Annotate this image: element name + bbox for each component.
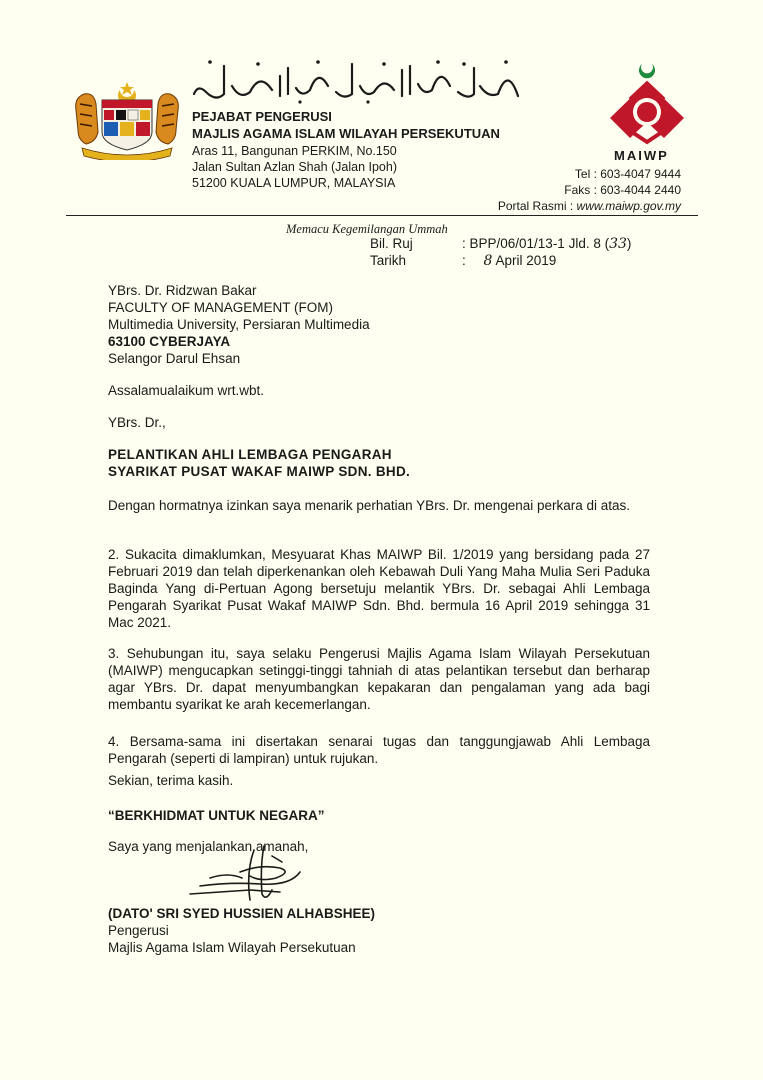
ref-close: ) xyxy=(626,236,632,251)
fax: Faks : 603-4044 2440 xyxy=(564,183,681,197)
ref-handwritten-number: 33 xyxy=(609,236,627,252)
date-month-year: April 2019 xyxy=(495,253,557,268)
signatory-organisation: Majlis Agama Islam Wilayah Persekutuan xyxy=(108,940,356,955)
ref-label: Bil. Ruj xyxy=(370,236,413,251)
maiwp-label: MAIWP xyxy=(614,148,669,163)
slogan: “BERKHIDMAT UNTUK NEGARA” xyxy=(108,808,325,823)
portal-url[interactable]: www.maiwp.gov.my xyxy=(576,199,681,213)
date-day-handwritten: 8 xyxy=(483,253,493,269)
coat-of-arms-icon xyxy=(72,80,182,160)
greeting: Assalamualaikum wrt.wbt. xyxy=(108,383,265,398)
paragraph-1: Dengan hormatnya izinkan saya menarik perhatian YBrs. Dr. mengenai perkara di atas. xyxy=(108,498,631,513)
recipient-city: 63100 CYBERJAYA xyxy=(108,334,231,349)
header-divider xyxy=(66,215,698,216)
motto: Memacu Kegemilangan Ummah xyxy=(286,222,448,236)
maiwp-logo-icon xyxy=(606,62,688,148)
ref-value xyxy=(462,236,631,252)
recipient-state: Selangor Darul Ehsan xyxy=(108,351,241,366)
address-line-1: Aras 11, Bangunan PERKIM, No.150 xyxy=(192,144,397,158)
date-value xyxy=(462,253,556,269)
portal-label: Portal Rasmi : xyxy=(497,199,577,213)
closing: Sekian, terima kasih. xyxy=(108,773,234,788)
salutation: YBrs. Dr., xyxy=(108,415,166,430)
paragraph-3: 3. Sehubungan itu, saya selaku Pengerusi Majlis Agama Islam Wilayah Persekutuan (MAIWP) mengucapkan setinggi-tinggi tahniah di atas pelantikan tersebut dan berharap agar YBrs. Dr. dapat menyumbangkan kepakaran dan pengalaman yang ada bagi membantu syarikat ke arah kecemerlangan. xyxy=(108,646,650,712)
council-name: MAJLIS AGAMA ISLAM WILAYAH PERSEKUTUAN xyxy=(192,126,500,141)
signatory-name: (DATO' SRI SYED HUSSIEN ALHABSHEE) xyxy=(108,906,375,921)
date-label: Tarikh xyxy=(370,253,407,268)
subject-line-1: PELANTIKAN AHLI LEMBAGA PENGARAH xyxy=(108,447,392,462)
paragraph-2: 2. Sukacita dimaklumkan, Mesyuarat Khas MAIWP Bil. 1/2019 yang bersidang pada 27 Februari 2019 dan telah diperkenankan oleh Kebawah Duli Yang Maha Mulia Seri Paduka Baginda Yang di-Pertuan Agong bersetuju melantik YBrs. Dr. sebagai Ahli Lembaga Pengarah Syarikat Pusat Wakaf MAIWP Sdn. Bhd. bermula 16 April 2019 sehingga 31 Mac 2021. xyxy=(108,547,650,630)
signoff: Saya yang menjalankan amanah, xyxy=(108,839,309,854)
telephone: Tel : 603-4047 9444 xyxy=(574,167,681,181)
subject-line-2: SYARIKAT PUSAT WAKAF MAIWP SDN. BHD. xyxy=(108,464,411,479)
address-line-3: 51200 KUALA LUMPUR, MALAYSIA xyxy=(192,176,396,190)
date-colon: : xyxy=(462,253,466,268)
jawi-calligraphy-logo xyxy=(188,56,528,104)
paragraph-4: 4. Bersama-sama ini disertakan senarai tugas dan tanggungjawab Ahli Lembaga Pengarah (seperti di lampiran) untuk rujukan. xyxy=(108,734,650,766)
signatory-title: Pengerusi xyxy=(108,923,169,938)
recipient-university: Multimedia University, Persiaran Multimedia xyxy=(108,317,370,332)
address-line-2: Jalan Sultan Azlan Shah (Jalan Ipoh) xyxy=(192,160,397,174)
recipient-faculty: FACULTY OF MANAGEMENT (FOM) xyxy=(108,300,334,315)
office-name: PEJABAT PENGERUSI xyxy=(192,109,332,124)
signature-icon xyxy=(180,842,330,904)
portal xyxy=(498,198,681,214)
recipient-name: YBrs. Dr. Ridzwan Bakar xyxy=(108,283,257,298)
ref-number: : BPP/06/01/13-1 Jld. 8 ( xyxy=(462,236,610,251)
